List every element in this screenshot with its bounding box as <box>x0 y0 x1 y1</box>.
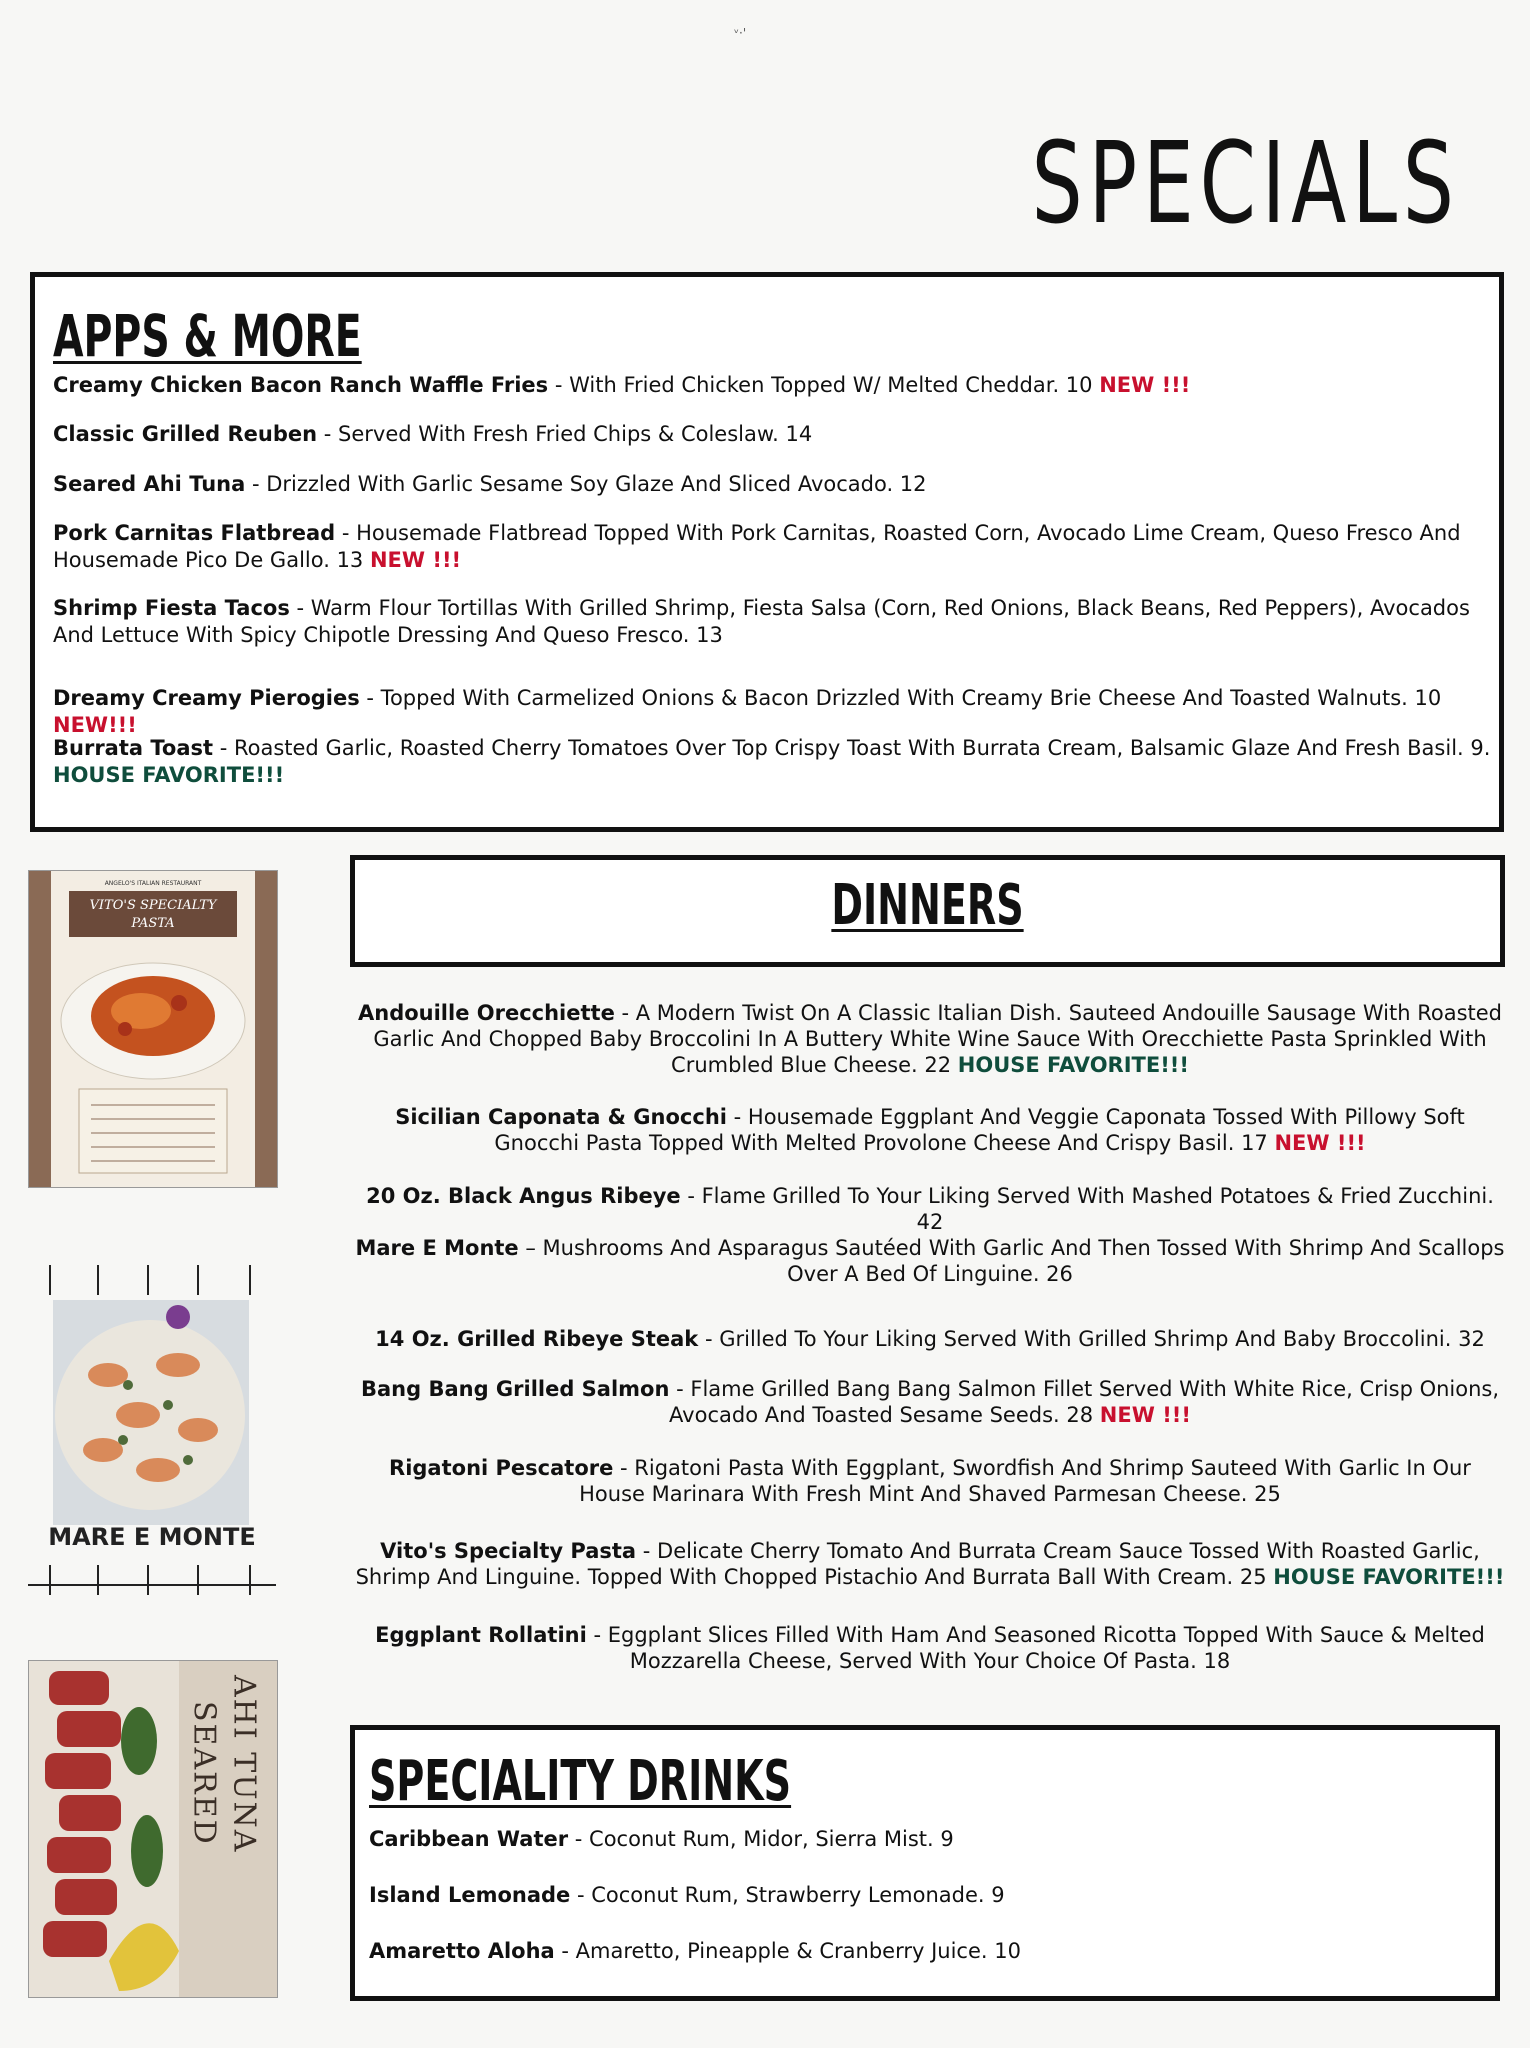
item-desc: - Housemade Eggplant And Veggie Caponata Tossed With Pillowy Soft Gnocchi Pasta Topped With Melted Provolone Cheese And Crispy Basil. 17 <box>494 1105 1465 1155</box>
item-desc: - Flame Grilled Bang Bang Salmon Fillet Served With White Rice, Crisp Onions, Avocado And Toasted Sesame Seeds. 28 <box>669 1377 1500 1427</box>
item-desc: - Coconut Rum, Midor, Sierra Mist. 9 <box>568 1827 954 1851</box>
item-desc: - Rigatoni Pasta With Eggplant, Swordfish And Shrimp Sauteed With Garlic In Our House Marinara With Fresh Mint And Shaved Parmesan Cheese. 25 <box>579 1456 1471 1506</box>
menu-item <box>369 1938 1469 1965</box>
item-name: Classic Grilled Reuben <box>53 422 318 446</box>
item-name: Eggplant Rollatini <box>375 1623 587 1647</box>
item-name: Seared Ahi Tuna <box>53 472 246 496</box>
apps-heading: APPS & MORE <box>53 302 362 370</box>
menu-item <box>369 1826 1469 1853</box>
new-tag: NEW!!! <box>53 713 137 737</box>
item-desc: - Housemade Flatbread Topped With Pork Carnitas, Roasted Corn, Avocado Lime Cream, Queso Fresco And Housemade Pico De Gallo. 13 <box>53 521 1461 572</box>
dinners-heading: DINNERS <box>831 873 1024 938</box>
menu-item <box>355 1183 1505 1235</box>
item-name: Burrata Toast <box>53 736 214 760</box>
item-name: Andouille Orecchiette <box>358 1001 615 1025</box>
item-name: Vito's Specialty Pasta <box>380 1539 637 1563</box>
photo-caption: MARE E MONTE <box>48 1523 256 1551</box>
menu-item <box>355 1104 1505 1156</box>
new-tag: NEW !!! <box>1099 1403 1191 1427</box>
restaurant-name: ANGELO'S ITALIAN RESTAURANT <box>104 880 202 887</box>
item-desc: - Served With Fresh Fried Chips & Coleslaw. 14 <box>317 422 813 446</box>
item-desc: - With Fried Chicken Topped W/ Melted Cheddar. 10 <box>548 373 1100 397</box>
item-desc: - Warm Flour Tortillas With Grilled Shrimp, Fiesta Salsa (Corn, Red Onions, Black Beans, Red Peppers), Avocados And Lettuce With Spicy Chipotle Dressing And Queso Fresco. 13 <box>53 596 1470 647</box>
item-name: Rigatoni Pescatore <box>389 1456 614 1480</box>
item-desc: - Grilled To Your Liking Served With Grilled Shrimp And Baby Broccolini. 32 <box>698 1327 1485 1351</box>
menu-item <box>355 1326 1505 1352</box>
item-desc: - Flame Grilled To Your Liking Served With Mashed Potatoes & Fried Zucchini. 42 <box>680 1184 1494 1234</box>
item-desc: - Amaretto, Pineapple & Cranberry Juice. 10 <box>554 1939 1021 1963</box>
menu-item <box>355 1235 1505 1287</box>
item-name: Island Lemonade <box>369 1883 571 1907</box>
item-name: Shrimp Fiesta Tacos <box>53 596 290 620</box>
photo-word-ahi-tuna: AHI TUNA <box>226 1675 262 1854</box>
page-title: SPECIALS <box>1031 119 1460 249</box>
vito-pasta-photo <box>28 870 278 1188</box>
favorite-tag: HOUSE FAVORITE!!! <box>53 763 285 787</box>
new-tag: NEW !!! <box>369 548 462 572</box>
mare-e-monte-photo <box>28 1255 276 1601</box>
menu-item <box>53 685 1493 739</box>
drinks-heading: SPECIALITY DRINKS <box>369 1749 792 1814</box>
seared-ahi-tuna-photo <box>28 1660 278 1998</box>
favorite-tag: HOUSE FAVORITE!!! <box>1273 1565 1505 1589</box>
flyer-title-line1: VITO'S SPECIALTY <box>89 898 217 913</box>
menu-item <box>53 421 1493 448</box>
item-desc: - A Modern Twist On A Classic Italian Dish. Sauteed Andouille Sausage With Roasted Garlic And Chopped Baby Broccolini In A Buttery White Wine Sauce With Orecchiette Pasta Sprinkled With Crumbled Blue Cheese. 22 <box>373 1001 1502 1077</box>
item-name: Caribbean Water <box>369 1827 569 1851</box>
item-name: 14 Oz. Grilled Ribeye Steak <box>375 1327 699 1351</box>
menu-item <box>53 595 1493 649</box>
menu-item <box>355 1538 1505 1590</box>
item-name: Creamy Chicken Bacon Ranch Waffle Fries <box>53 373 549 397</box>
item-name: Pork Carnitas Flatbread <box>53 521 336 545</box>
item-desc: - Coconut Rum, Strawberry Lemonade. 9 <box>570 1883 1005 1907</box>
menu-item <box>53 735 1493 789</box>
menu-item <box>53 520 1493 574</box>
item-name: Sicilian Caponata & Gnocchi <box>395 1105 727 1129</box>
menu-item <box>355 1000 1505 1078</box>
menu-item <box>355 1455 1505 1507</box>
item-desc: - Delicate Cherry Tomato And Burrata Cream Sauce Tossed With Roasted Garlic, Shrimp And Linguine. Topped With Chopped Pistachio And Burrata Ball With Cream. 25 <box>355 1539 1480 1589</box>
paper-speck: ᵛ·' <box>734 26 747 40</box>
item-name: Mare E Monte <box>355 1236 519 1260</box>
menu-item <box>355 1376 1505 1428</box>
menu-item <box>369 1882 1469 1909</box>
drinks-section <box>350 1725 1500 2001</box>
item-desc: - Roasted Garlic, Roasted Cherry Tomatoes Over Top Crispy Toast With Burrata Cream, Balsamic Glaze And Fresh Basil. 9. <box>213 736 1491 760</box>
apps-section <box>30 272 1504 832</box>
item-name: 20 Oz. Black Angus Ribeye <box>366 1184 681 1208</box>
item-name: Amaretto Aloha <box>369 1939 555 1963</box>
menu-item <box>53 471 1493 498</box>
new-tag: NEW !!! <box>1099 373 1191 397</box>
dinners-heading-box <box>350 855 1505 967</box>
item-name: Bang Bang Grilled Salmon <box>360 1377 670 1401</box>
new-tag: NEW !!! <box>1274 1131 1366 1155</box>
item-desc: - Drizzled With Garlic Sesame Soy Glaze And Sliced Avocado. 12 <box>245 472 927 496</box>
photo-word-seared: SEARED <box>186 1701 222 1846</box>
menu-item <box>53 372 1493 399</box>
item-desc: – Mushrooms And Asparagus Sautéed With Garlic And Then Tossed With Shrimp And Scallops Over A Bed Of Linguine. 26 <box>518 1236 1505 1286</box>
flyer-title-line2: PASTA <box>131 916 175 931</box>
favorite-tag: HOUSE FAVORITE!!! <box>957 1053 1189 1077</box>
item-desc: - Topped With Carmelized Onions & Bacon Drizzled With Creamy Brie Cheese And Toasted Walnuts. 10 <box>359 686 1442 710</box>
item-desc: - Eggplant Slices Filled With Ham And Seasoned Ricotta Topped With Sauce & Melted Mozzarella Cheese, Served With Your Choice Of Pasta. 18 <box>586 1623 1485 1673</box>
item-name: Dreamy Creamy Pierogies <box>53 686 360 710</box>
menu-item <box>355 1622 1505 1674</box>
